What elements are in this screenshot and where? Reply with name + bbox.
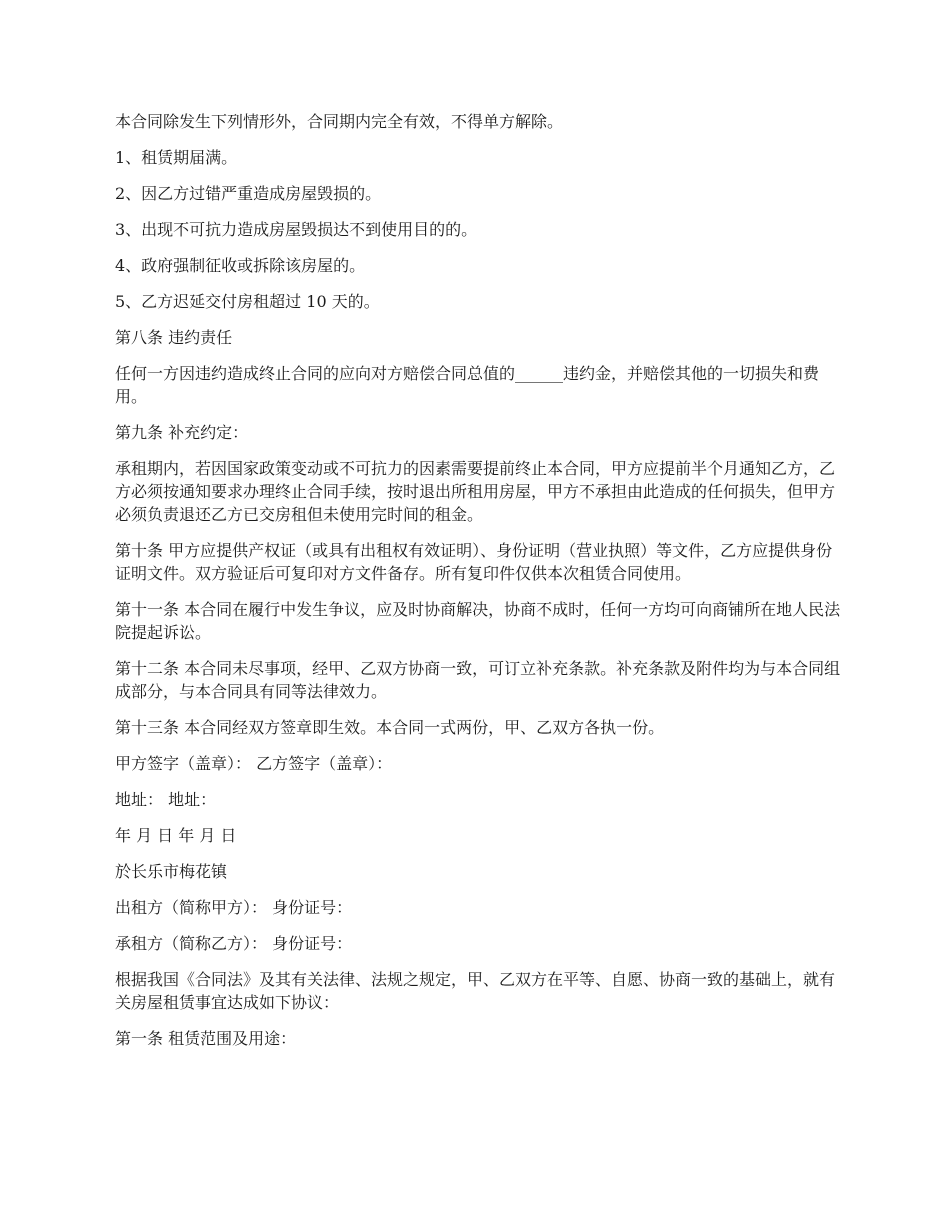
lessor-line: 出租方（简称甲方）： 身份证号： (115, 898, 353, 917)
signature-line: 甲方签字（盖章）： 乙方签字（盖章）： (115, 754, 393, 773)
article-1-heading: 第一条 租赁范围及用途： (115, 1029, 297, 1048)
location-line: 於长乐市梅花镇 (115, 862, 228, 881)
list-item-1: 1、租赁期届满。 (115, 148, 238, 167)
article-9-heading: 第九条 补充约定： (115, 423, 249, 442)
document-body (115, 110, 843, 1063)
preamble: 根据我国《合同法》及其有关法律、法规之规定，甲、乙双方在平等、自愿、协商一致的基础上，就有关房屋租赁事宜达成如下协议： (115, 970, 836, 1012)
paragraph-intro: 本合同除发生下列情形外，合同期内完全有效，不得单方解除。 (115, 112, 564, 131)
date-line: 年 月 日 年 月 日 (115, 826, 237, 845)
list-item-5: 5、乙方迟延交付房租超过 10 天的。 (115, 292, 380, 311)
list-item-4: 4、政府强制征收或拆除该房屋的。 (115, 256, 366, 275)
article-9-text: 承租期内，若因国家政策变动或不可抗力的因素需要提前终止本合同，甲方应提前半个月通知乙方，乙方必须按通知要求办理终止合同手续，按时退出所租用房屋，甲方不承担由此造成的任何损失，但甲方必须负责退还乙方已交房租但未使用完时间的租金。 (115, 459, 836, 524)
article-12: 第十二条 本合同未尽事项，经甲、乙双方协商一致，可订立补充条款。补充条款及附件均为与本合同组成部分，与本合同具有同等法律效力。 (115, 659, 841, 701)
article-11: 第十一条 本合同在履行中发生争议，应及时协商解决，协商不成时，任何一方均可向商铺所在地人民法院提起诉讼。 (115, 600, 841, 642)
list-item-2: 2、因乙方过错严重造成房屋毁损的。 (115, 184, 382, 203)
article-13: 第十三条 本合同经双方签章即生效。本合同一式两份，甲、乙双方各执一份。 (115, 718, 665, 737)
list-item-3: 3、出现不可抗力造成房屋毁损达不到使用目的的。 (115, 220, 478, 239)
article-8-text: 任何一方因违约造成终止合同的应向对方赔偿合同总值的______违约金，并赔偿其他的一切损失和费用。 (115, 364, 820, 406)
lessee-line: 承租方（简称乙方）： 身份证号： (115, 934, 353, 953)
address-line: 地址： 地址： (115, 790, 217, 809)
article-8-heading: 第八条 违约责任 (115, 328, 233, 347)
article-10: 第十条 甲方应提供产权证（或具有出租权有效证明）、身份证明（营业执照）等文件，乙方应提供身份证明文件。双方验证后可复印对方文件备存。所有复印件仅供本次租赁合同使用。 (115, 541, 833, 583)
